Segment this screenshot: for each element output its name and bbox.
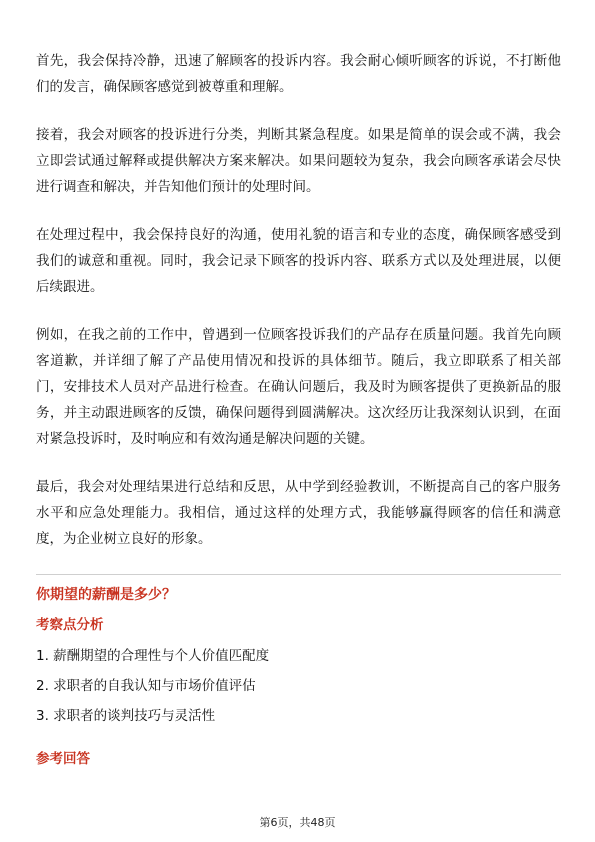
answer-paragraph-1: 首先，我会保持冷静，迅速了解顾客的投诉内容。我会耐心倾听顾客的诉说，不打断他们的发言，确保顾客感觉到被尊重和理解。: [36, 53, 561, 95]
answer-paragraph-4: 例如，在我之前的工作中，曾遇到一位顾客投诉我们的产品存在质量问题。我首先向顾客道歉，并详细了解了产品使用情况和投诉的具体细节。随后，我立即联系了相关部门，安排技术人员对产品进行检查。在确认问题后，我及时为顾客提供了更换新品的服务，并主动跟进顾客的反馈，确保问题得到圆满解决。这次经历让我深刻认识到，在面对紧急投诉时，及时响应和有效沟通是解决问题的关键。: [36, 327, 561, 447]
answer-paragraph-3: 在处理过程中，我会保持良好的沟通，使用礼貌的语言和专业的态度，确保顾客感受到我们的诚意和重视。同时，我会记录下顾客的投诉内容、联系方式以及处理进展，以便后续跟进。: [36, 227, 561, 295]
section-divider: [36, 574, 561, 575]
answer-paragraph-2: 接着，我会对顾客的投诉进行分类，判断其紧急程度。如果是简单的误会或不满，我会立即尝试通过解释或提供解决方案来解决。如果问题较为复杂，我会向顾客承诺会尽快进行调查和解决，并告知他们预计的处理时间。: [36, 127, 561, 195]
interview-question: 你期望的薪酬是多少？: [36, 587, 176, 603]
analysis-point-3: 3. 求职者的谈判技巧与灵活性: [36, 708, 216, 724]
analysis-point-1: 1. 薪酬期望的合理性与个人价值匹配度: [36, 648, 270, 664]
page-number-footer: 第6页，共48页: [259, 816, 336, 829]
analysis-heading: 考察点分析: [36, 617, 104, 633]
answer-paragraph-5: 最后，我会对处理结果进行总结和反思，从中学到经验教训，不断提高自己的客户服务水平和应急处理能力。我相信，通过这样的处理方式，我能够赢得顾客的信任和满意度，为企业树立良好的形象。: [36, 479, 561, 547]
analysis-point-2: 2. 求职者的自我认知与市场价值评估: [36, 678, 256, 694]
analysis-list: [36, 641, 561, 731]
document-page: [36, 48, 561, 775]
reference-answer-heading: 参考回答: [36, 751, 90, 767]
